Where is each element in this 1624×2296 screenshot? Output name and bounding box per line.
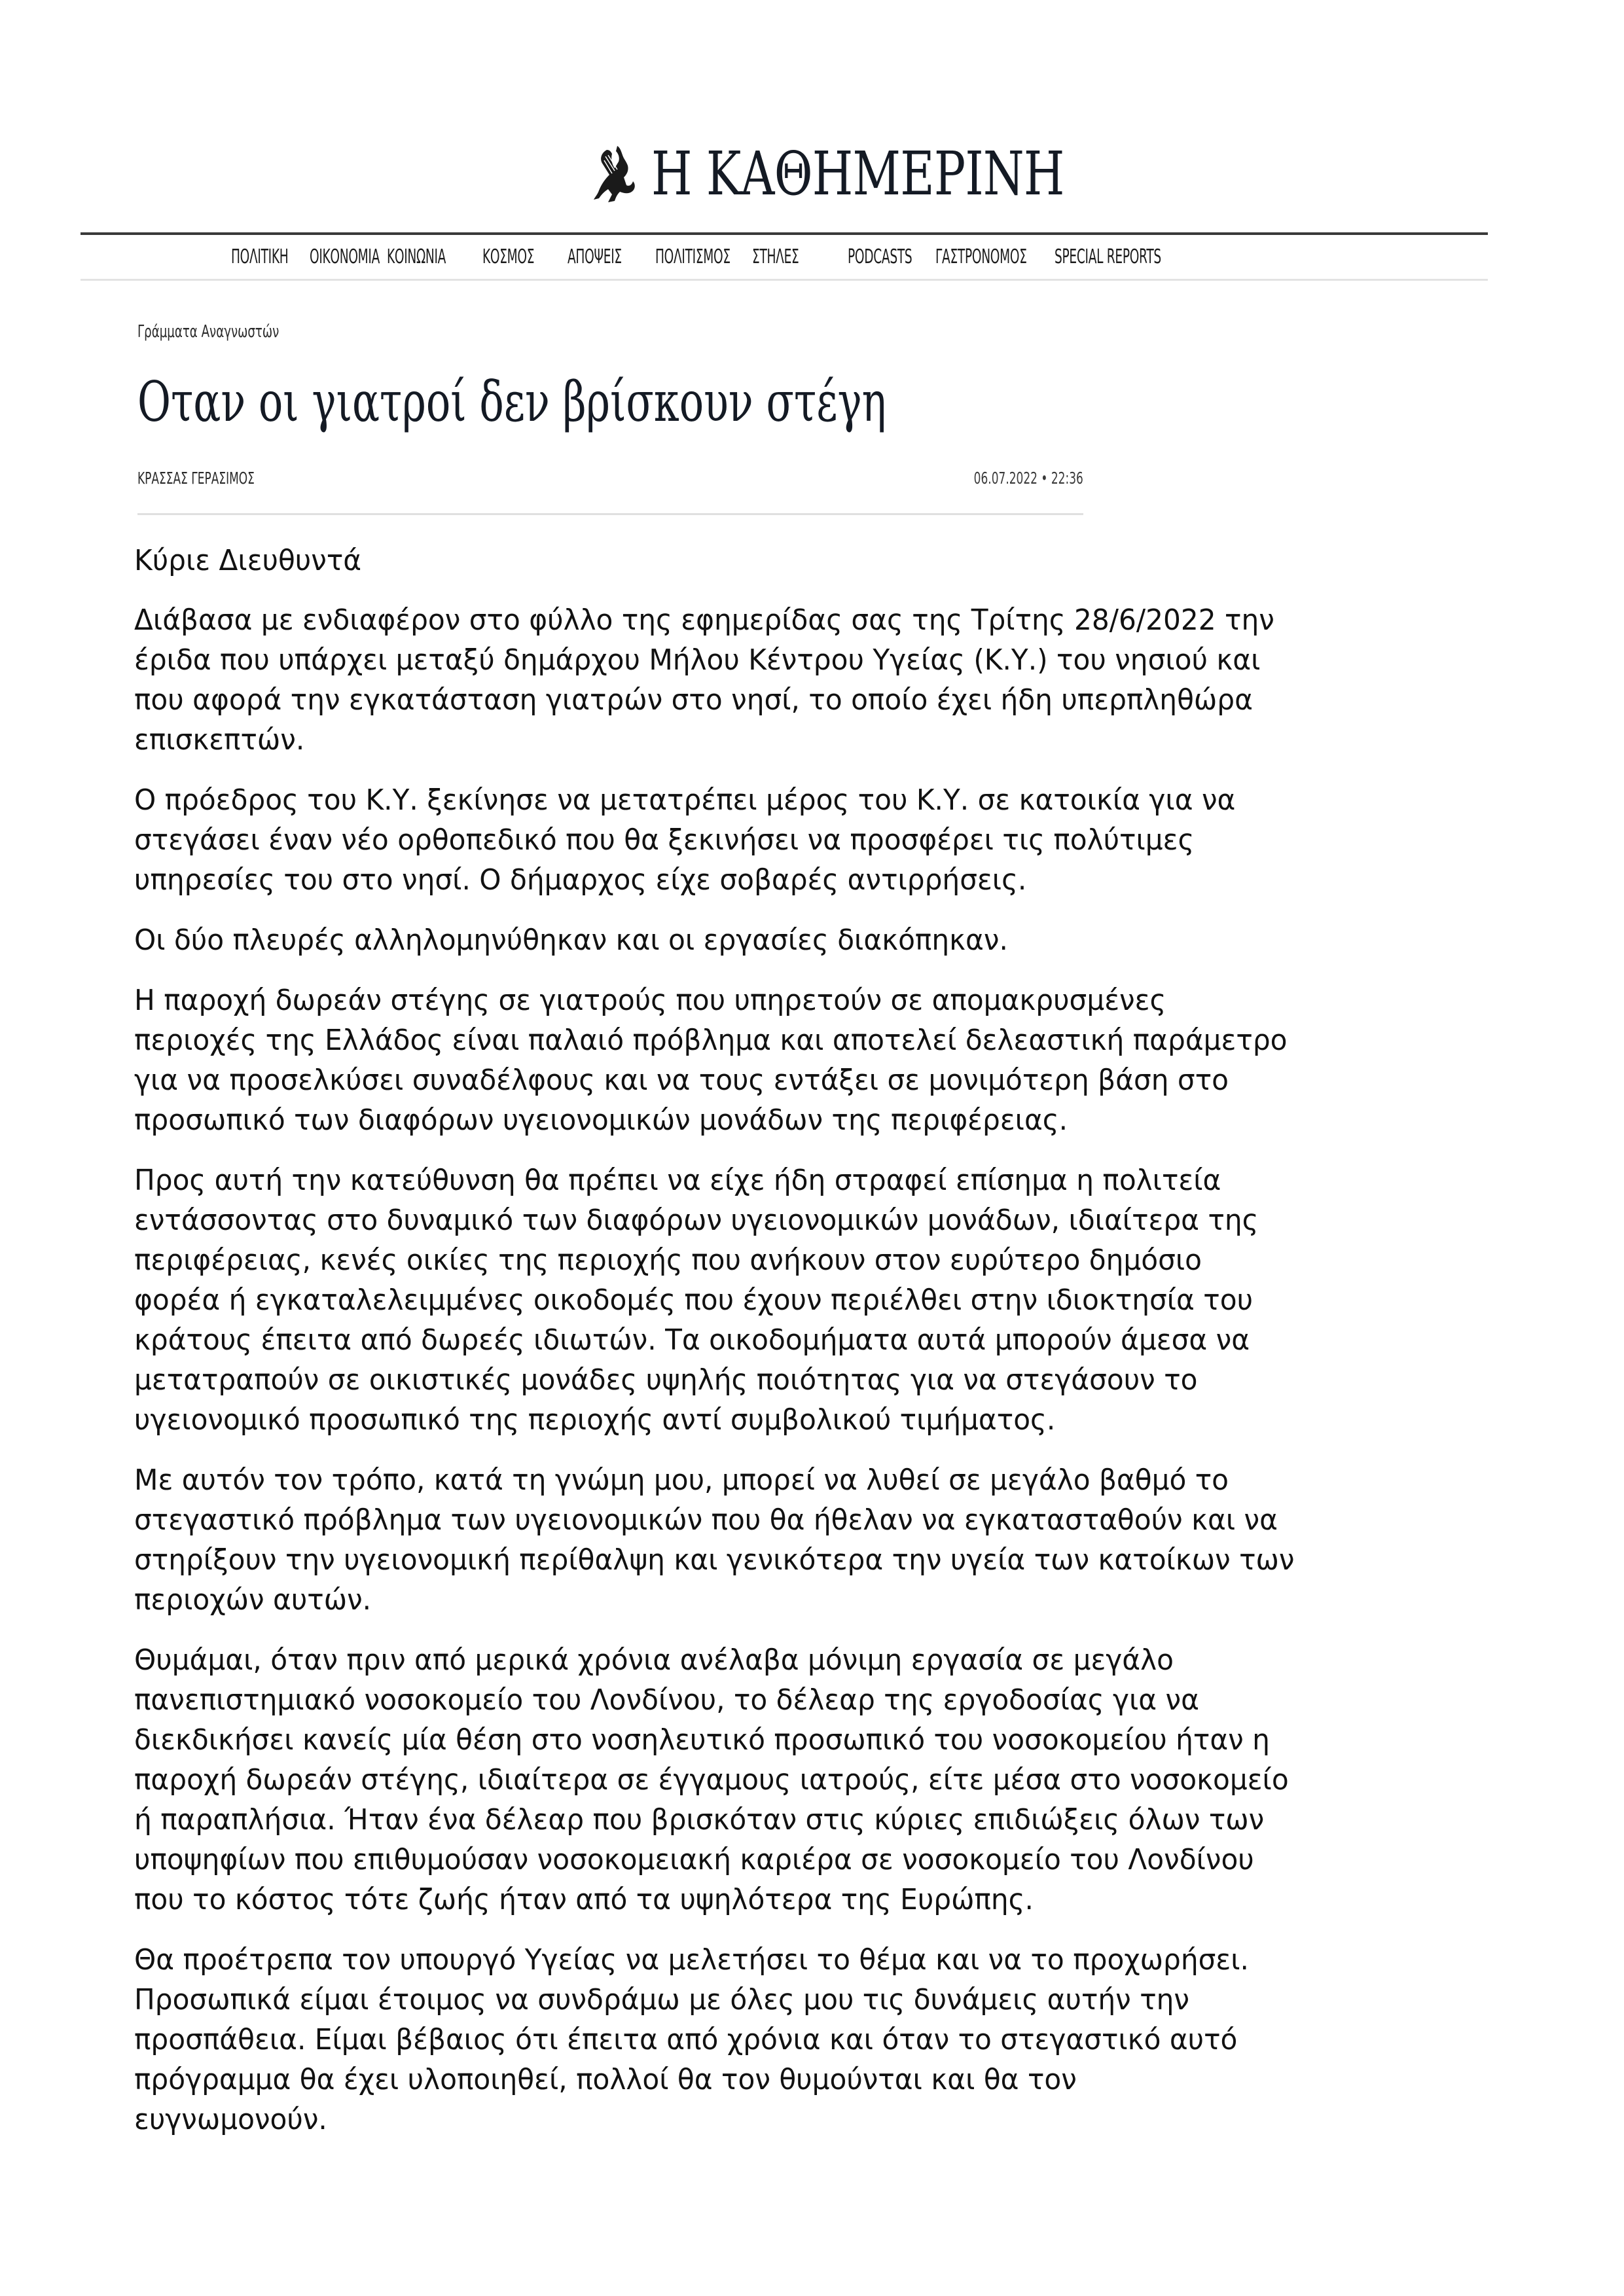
paragraph-line: Θα προέτρεπα τον υπουργό Υγείας να μελετήσει το θέμα και να το προχωρήσει. — [134, 1943, 1249, 1977]
paragraph-line: περιοχών αυτών. — [134, 1583, 372, 1617]
paragraph-line: διεκδικήσει κανείς μία θέση στο νοσηλευτικό προσωπικό του νοσοκομείου ήταν η — [134, 1723, 1270, 1757]
article-date: 06.07.2022 • 22:36 — [973, 469, 1083, 488]
paragraph-line: που το κόστος τότε ζωής ήταν από τα υψηλότερα της Ευρώπης. — [134, 1883, 1034, 1916]
letter-paragraph — [134, 1160, 1466, 1440]
logo-title: Η ΚΑΘΗΜΕΡΙΝΗ — [651, 139, 1064, 209]
paragraph-line: επισκεπτών. — [134, 723, 305, 757]
article-title: Οταν οι γιατροί δεν βρίσκουν στέγη — [137, 370, 886, 434]
article-category-link[interactable]: Γράμματα Αναγνωστών — [137, 322, 280, 342]
paragraph-line: φορέα ή εγκαταλελειμμένες οικοδομές που έχουν περιέλθει στην ιδιοκτησία του — [134, 1283, 1254, 1317]
nav-item-stiles[interactable]: ΣΤΗΛΕΣ — [752, 245, 799, 268]
paragraph-line: περιφέρειας, κενές οικίες της περιοχής που ανήκουν στον ευρύτερο δημόσιο — [134, 1244, 1202, 1277]
nav-item-apopseis[interactable]: ΑΠΟΨΕΙΣ — [568, 245, 622, 268]
nav-item-politismos[interactable]: ΠΟΛΙΤΙΣΜΟΣ — [655, 245, 731, 268]
paragraph-line: στεγαστικό πρόβλημα των υγειονομικών που θα ήθελαν να εγκατασταθούν και να — [134, 1503, 1278, 1537]
paragraph-line: ή παραπλήσια. Ήταν ένα δέλεαρ που βρισκόταν στις κύριες επιδιώξεις όλων των — [134, 1803, 1265, 1837]
letter-paragraph — [134, 1940, 1466, 2140]
paragraph-line: Η παροχή δωρεάν στέγης σε γιατρούς που υπηρετούν σε απομακρυσμένες — [134, 984, 1166, 1017]
paragraph-line: προσωπικό των διαφόρων υγειονομικών μονάδων της περιφέρειας. — [134, 1103, 1068, 1137]
paragraph-line: Οι δύο πλευρές αλληλομηνύθηκαν και οι εργασίες διακόπηκαν. — [134, 924, 1008, 957]
letter-paragraph — [134, 780, 1466, 900]
paragraph-line: Προς αυτή την κατεύθυνση θα πρέπει να είχε ήδη στραφεί επίσημα η πολιτεία — [134, 1164, 1221, 1197]
paragraph-line: πρόγραμμα θα έχει υλοποιηθεί, πολλοί θα τον θυμούνται και θα τον — [134, 2063, 1077, 2096]
nav-item-special-reports[interactable]: SPECIAL REPORTS — [1055, 245, 1161, 268]
nav-top-divider — [81, 232, 1488, 235]
paragraph-line: στηρίξουν την υγειονομική περίθαλψη και γενικότερα την υγεία των κατοίκων των — [134, 1543, 1295, 1577]
letter-salutation: Κύριε Διευθυντά — [134, 544, 362, 577]
letter-paragraph — [134, 600, 1466, 760]
main-navigation — [81, 232, 1488, 281]
griffin-icon — [592, 145, 640, 204]
masthead — [0, 131, 1624, 216]
nav-item-podcasts[interactable]: PODCASTS — [848, 245, 912, 268]
paragraph-line: Διάβασα με ενδιαφέρον στο φύλλο της εφημερίδας σας της Τρίτης 28/6/2022 την — [134, 603, 1274, 637]
paragraph-line: εντάσσοντας στο δυναμικό των διαφόρων υγειονομικών μονάδων, ιδιαίτερα της — [134, 1204, 1259, 1237]
article-author-link[interactable]: ΚΡΑΣΣΑΣ ΓΕΡΑΣΙΜΟΣ — [137, 469, 255, 488]
paragraph-line: που αφορά την εγκατάσταση γιατρών στο νησί, το οποίο έχει ήδη υπερπληθώρα — [134, 683, 1253, 717]
paragraph-line: υπηρεσίες του στο νησί. Ο δήμαρχος είχε σοβαρές αντιρρήσεις. — [134, 863, 1027, 897]
paragraph-line: Προσωπικά είμαι έτοιμος να συνδράμω με όλες μου τις δυνάμεις αυτήν την — [134, 1983, 1189, 2017]
letter-paragraph — [134, 1640, 1466, 1920]
paragraph-line: στεγάσει έναν νέο ορθοπεδικό που θα ξεκινήσει να προσφέρει τις πολύτιμες — [134, 823, 1195, 857]
paragraph-line: περιοχές της Ελλάδος είναι παλαιό πρόβλημα και αποτελεί δελεαστική παράμετρο — [134, 1024, 1288, 1057]
letter-paragraph — [134, 920, 1466, 960]
newspaper-logo[interactable] — [592, 139, 1181, 209]
paragraph-line: προσπάθεια. Είμαι βέβαιος ότι έπειτα από χρόνια και όταν το στεγαστικό αυτό — [134, 2023, 1238, 2056]
nav-bottom-divider — [81, 279, 1488, 281]
paragraph-line: υγειονομικό προσωπικό της περιοχής αντί συμβολικού τιμήματος. — [134, 1403, 1056, 1437]
paragraph-line: πανεπιστημιακό νοσοκομείο του Λονδίνου, το δέλεαρ της εργοδοσίας για να — [134, 1683, 1199, 1717]
header-divider — [137, 513, 1083, 515]
letter-body — [134, 541, 1522, 2160]
paragraph-line: για να προσελκύσει συναδέλφους και να τους εντάξει σε μονιμότερη βάση στο — [134, 1064, 1229, 1097]
nav-item-gastronomos[interactable]: ΓΑΣΤΡΟΝΟΜΟΣ — [935, 245, 1027, 268]
nav-item-oikonomia[interactable]: ΟΙΚΟΝΟΜΙΑ — [310, 245, 380, 268]
nav-item-kosmos[interactable]: ΚΟΣΜΟΣ — [482, 245, 535, 268]
letter-paragraphs — [134, 600, 1522, 2140]
letter-paragraph — [134, 980, 1466, 1140]
paragraph-line: έριδα που υπάρχει μεταξύ δημάρχου Μήλου Κέντρου Υγείας (Κ.Υ.) του νησιού και — [134, 643, 1261, 677]
nav-item-koinonia[interactable]: ΚΟΙΝΩΝΙΑ — [387, 245, 446, 268]
paragraph-line: παροχή δωρεάν στέγης, ιδιαίτερα σε έγγαμους ιατρούς, είτε μέσα στο νοσοκομείο — [134, 1763, 1289, 1797]
paragraph-line: Ο πρόεδρος του Κ.Υ. ξεκίνησε να μετατρέπει μέρος του Κ.Υ. σε κατοικία για να — [134, 783, 1236, 817]
paragraph-line: Με αυτόν τον τρόπο, κατά τη γνώμη μου, μπορεί να λυθεί σε μεγάλο βαθμό το — [134, 1463, 1229, 1497]
nav-item-politiki[interactable]: ΠΟΛΙΤΙΚΗ — [231, 245, 289, 268]
paragraph-line: κράτους έπειτα από δωρεές ιδιωτών. Τα οικοδομήματα αυτά μπορούν άμεσα να — [134, 1323, 1250, 1357]
paragraph-line: υποψηφίων που επιθυμούσαν νοσοκομειακή καριέρα σε νοσοκομείο του Λονδίνου — [134, 1843, 1254, 1876]
paragraph-line: Θυμάμαι, όταν πριν από μερικά χρόνια ανέλαβα μόνιμη εργασία σε μεγάλο — [134, 1643, 1174, 1677]
nav-menu — [231, 245, 1205, 269]
letter-paragraph — [134, 1460, 1466, 1620]
paragraph-line: ευγνωμονούν. — [134, 2103, 327, 2136]
paragraph-line: μετατραπούν σε οικιστικές μονάδες υψηλής ποιότητας για να στεγάσουν το — [134, 1363, 1198, 1397]
